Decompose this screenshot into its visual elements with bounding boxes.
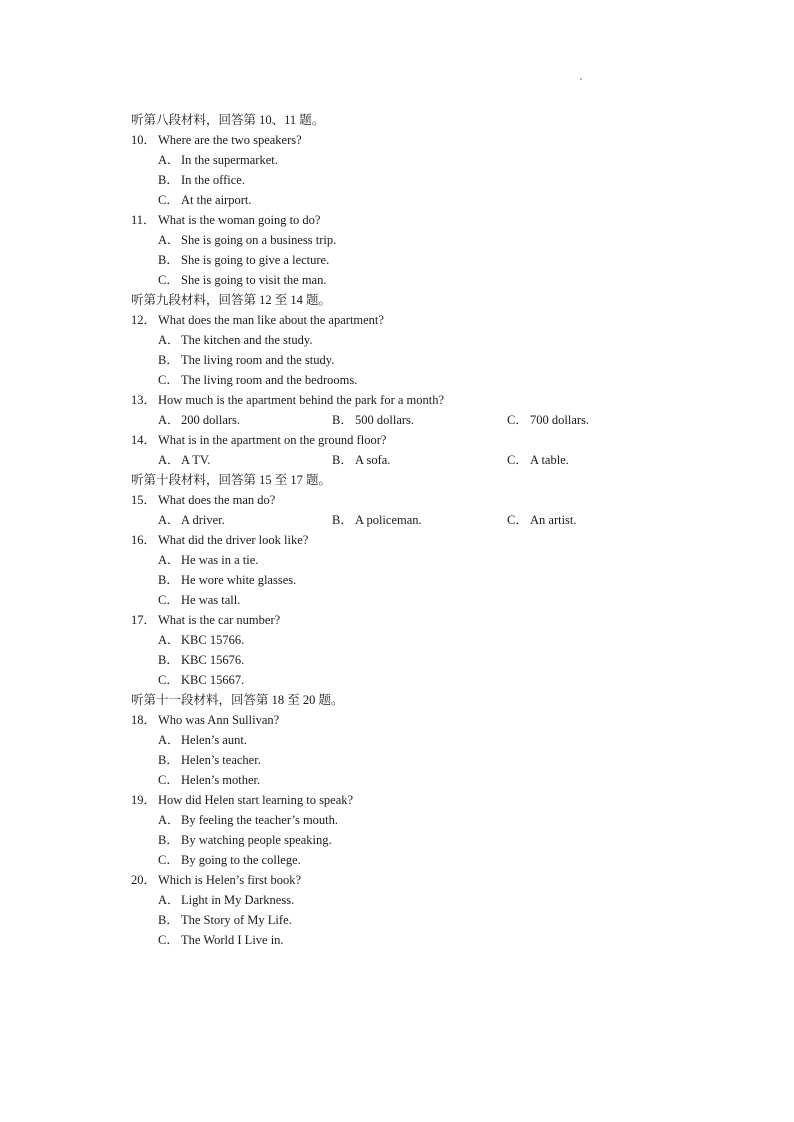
option-text: She is going on a business trip. — [181, 233, 337, 247]
options-row — [0, 410, 794, 430]
option-text: In the office. — [181, 173, 245, 187]
option-text: KBC 15766. — [181, 633, 245, 647]
option[interactable] — [332, 510, 422, 530]
question-text: Where are the two speakers? — [158, 133, 302, 147]
option[interactable] — [158, 650, 244, 670]
option-text: The living room and the bedrooms. — [181, 373, 358, 387]
option-line — [0, 910, 794, 930]
option[interactable] — [158, 510, 225, 530]
option-line — [0, 810, 794, 830]
question-text: What is in the apartment on the ground floor? — [158, 433, 387, 447]
option-letter: A． — [158, 153, 180, 167]
option-letter: B． — [332, 513, 353, 527]
option-text: At the airport. — [181, 193, 252, 207]
option[interactable] — [158, 170, 245, 190]
option-text: By watching people speaking. — [181, 833, 332, 847]
option-letter: A． — [158, 733, 180, 747]
option-letter: C． — [158, 773, 179, 787]
option[interactable] — [158, 730, 247, 750]
option-letter: C． — [507, 413, 528, 427]
question-number: 16． — [131, 533, 157, 547]
options-row — [0, 510, 794, 530]
option-letter: A． — [158, 893, 180, 907]
option-line — [0, 270, 794, 290]
section-heading: 听第十段材料，回答第 15 至 17 题。 — [131, 473, 332, 487]
option[interactable] — [158, 190, 251, 210]
scan-dot — [580, 78, 582, 80]
options-row — [0, 450, 794, 470]
option-line — [0, 890, 794, 910]
option-text: He was in a tie. — [181, 553, 259, 567]
option-text: The living room and the study. — [181, 353, 335, 367]
option-line — [0, 550, 794, 570]
option-letter: A． — [158, 633, 180, 647]
option[interactable] — [158, 410, 240, 430]
section-heading: 听第十一段材料，回答第 18 至 20 题。 — [131, 693, 344, 707]
question-text: What does the man do? — [158, 493, 276, 507]
option[interactable] — [158, 350, 334, 370]
option-letter: A． — [158, 233, 180, 247]
option[interactable] — [158, 330, 312, 350]
section-heading-line — [0, 690, 794, 710]
option-line — [0, 830, 794, 850]
question-line — [0, 530, 794, 550]
question-text: What is the woman going to do? — [158, 213, 321, 227]
option[interactable] — [158, 590, 240, 610]
option-line — [0, 650, 794, 670]
option-line — [0, 250, 794, 270]
option[interactable] — [158, 850, 301, 870]
option[interactable] — [332, 410, 414, 430]
option-text: In the supermarket. — [181, 153, 278, 167]
question-text: How did Helen start learning to speak? — [158, 793, 354, 807]
option-line — [0, 930, 794, 950]
option-letter: A． — [158, 513, 180, 527]
question-line — [0, 130, 794, 150]
option[interactable] — [158, 250, 329, 270]
option-line — [0, 190, 794, 210]
option-line — [0, 750, 794, 770]
question-number: 17． — [131, 613, 157, 627]
option-text: He wore white glasses. — [181, 573, 297, 587]
option-letter: B． — [332, 453, 353, 467]
option-letter: C． — [158, 193, 179, 207]
option-letter: C． — [158, 373, 179, 387]
option-text: An artist. — [530, 513, 577, 527]
option-letter: A． — [158, 553, 180, 567]
option[interactable] — [158, 750, 261, 770]
option-text: She is going to give a lecture. — [181, 253, 330, 267]
option[interactable] — [158, 630, 244, 650]
option-text: A sofa. — [355, 453, 391, 467]
option[interactable] — [158, 270, 326, 290]
question-number: 14． — [131, 433, 157, 447]
option[interactable] — [158, 930, 284, 950]
option-letter: C． — [158, 273, 179, 287]
section-heading: 听第九段材料，回答第 12 至 14 题。 — [131, 293, 332, 307]
option-text: Helen’s aunt. — [181, 733, 247, 747]
section-heading-line — [0, 290, 794, 310]
option-text: A driver. — [181, 513, 225, 527]
option-text: Helen’s mother. — [181, 773, 261, 787]
option-line — [0, 770, 794, 790]
question-number: 19． — [131, 793, 157, 807]
option-text: By going to the college. — [181, 853, 301, 867]
option-line — [0, 370, 794, 390]
question-line — [0, 710, 794, 730]
option[interactable] — [158, 890, 294, 910]
option-text: 700 dollars. — [530, 413, 590, 427]
option[interactable] — [507, 410, 589, 430]
section-heading-line — [0, 110, 794, 130]
option-text: He was tall. — [181, 593, 241, 607]
option-line — [0, 850, 794, 870]
question-line — [0, 610, 794, 630]
option[interactable] — [158, 570, 296, 590]
option-letter: B． — [158, 913, 179, 927]
option-letter: C． — [507, 453, 528, 467]
option[interactable] — [158, 550, 258, 570]
question-line — [0, 490, 794, 510]
option-letter: C． — [158, 673, 179, 687]
question-line — [0, 430, 794, 450]
question-number: 15． — [131, 493, 157, 507]
option-line — [0, 670, 794, 690]
question-line — [0, 210, 794, 230]
option-letter: A． — [158, 333, 180, 347]
question-text: How much is the apartment behind the park for a month? — [158, 393, 445, 407]
option-letter: B． — [158, 173, 179, 187]
option-line — [0, 230, 794, 250]
option-text: Light in My Darkness. — [181, 893, 295, 907]
option[interactable] — [158, 150, 278, 170]
option-letter: B． — [332, 413, 353, 427]
option-line — [0, 730, 794, 750]
option-text: 500 dollars. — [355, 413, 415, 427]
section-heading-line — [0, 470, 794, 490]
option[interactable] — [158, 370, 357, 390]
option-text: Helen’s teacher. — [181, 753, 261, 767]
question-text: Who was Ann Sullivan? — [158, 713, 280, 727]
option-line — [0, 170, 794, 190]
option-line — [0, 570, 794, 590]
option-letter: B． — [158, 353, 179, 367]
option-text: The kitchen and the study. — [181, 333, 313, 347]
option-text: By feeling the teacher’s mouth. — [181, 813, 339, 827]
question-number: 10． — [131, 133, 157, 147]
option-letter: B． — [158, 653, 179, 667]
option[interactable] — [332, 450, 390, 470]
question-line — [0, 790, 794, 810]
option-letter: C． — [158, 933, 179, 947]
option[interactable] — [507, 450, 569, 470]
question-number: 18． — [131, 713, 157, 727]
question-text: What did the driver look like? — [158, 533, 309, 547]
question-number: 20． — [131, 873, 157, 887]
option[interactable] — [158, 670, 244, 690]
option-text: KBC 15667. — [181, 673, 245, 687]
option-line — [0, 150, 794, 170]
option[interactable] — [158, 830, 332, 850]
option-line — [0, 630, 794, 650]
question-text: Which is Helen’s first book? — [158, 873, 302, 887]
question-line — [0, 870, 794, 890]
section-heading: 听第八段材料，回答第 10、11 题。 — [131, 113, 325, 127]
question-text: What does the man like about the apartment? — [158, 313, 384, 327]
option-line — [0, 590, 794, 610]
option-letter: B． — [158, 253, 179, 267]
option-text: 200 dollars. — [181, 413, 241, 427]
option-letter: B． — [158, 753, 179, 767]
option[interactable] — [507, 510, 577, 530]
question-number: 11． — [131, 213, 156, 227]
option-letter: A． — [158, 453, 180, 467]
option-line — [0, 350, 794, 370]
option-text: KBC 15676. — [181, 653, 245, 667]
option-text: A policeman. — [355, 513, 422, 527]
option-letter: C． — [158, 853, 179, 867]
option-text: The World I Live in. — [181, 933, 284, 947]
question-number: 12． — [131, 313, 157, 327]
option[interactable] — [158, 910, 292, 930]
question-text: What is the car number? — [158, 613, 281, 627]
option[interactable] — [158, 770, 260, 790]
option-letter: B． — [158, 833, 179, 847]
option[interactable] — [158, 810, 338, 830]
option[interactable] — [158, 450, 210, 470]
question-line — [0, 390, 794, 410]
question-number: 13． — [131, 393, 157, 407]
option-text: The Story of My Life. — [181, 913, 292, 927]
option-text: A table. — [530, 453, 569, 467]
option-text: She is going to visit the man. — [181, 273, 327, 287]
option-letter: C． — [158, 593, 179, 607]
option-line — [0, 330, 794, 350]
option-text: A TV. — [181, 453, 211, 467]
question-line — [0, 310, 794, 330]
option-letter: A． — [158, 413, 180, 427]
option-letter: B． — [158, 573, 179, 587]
option-letter: A． — [158, 813, 180, 827]
option-letter: C． — [507, 513, 528, 527]
option[interactable] — [158, 230, 336, 250]
